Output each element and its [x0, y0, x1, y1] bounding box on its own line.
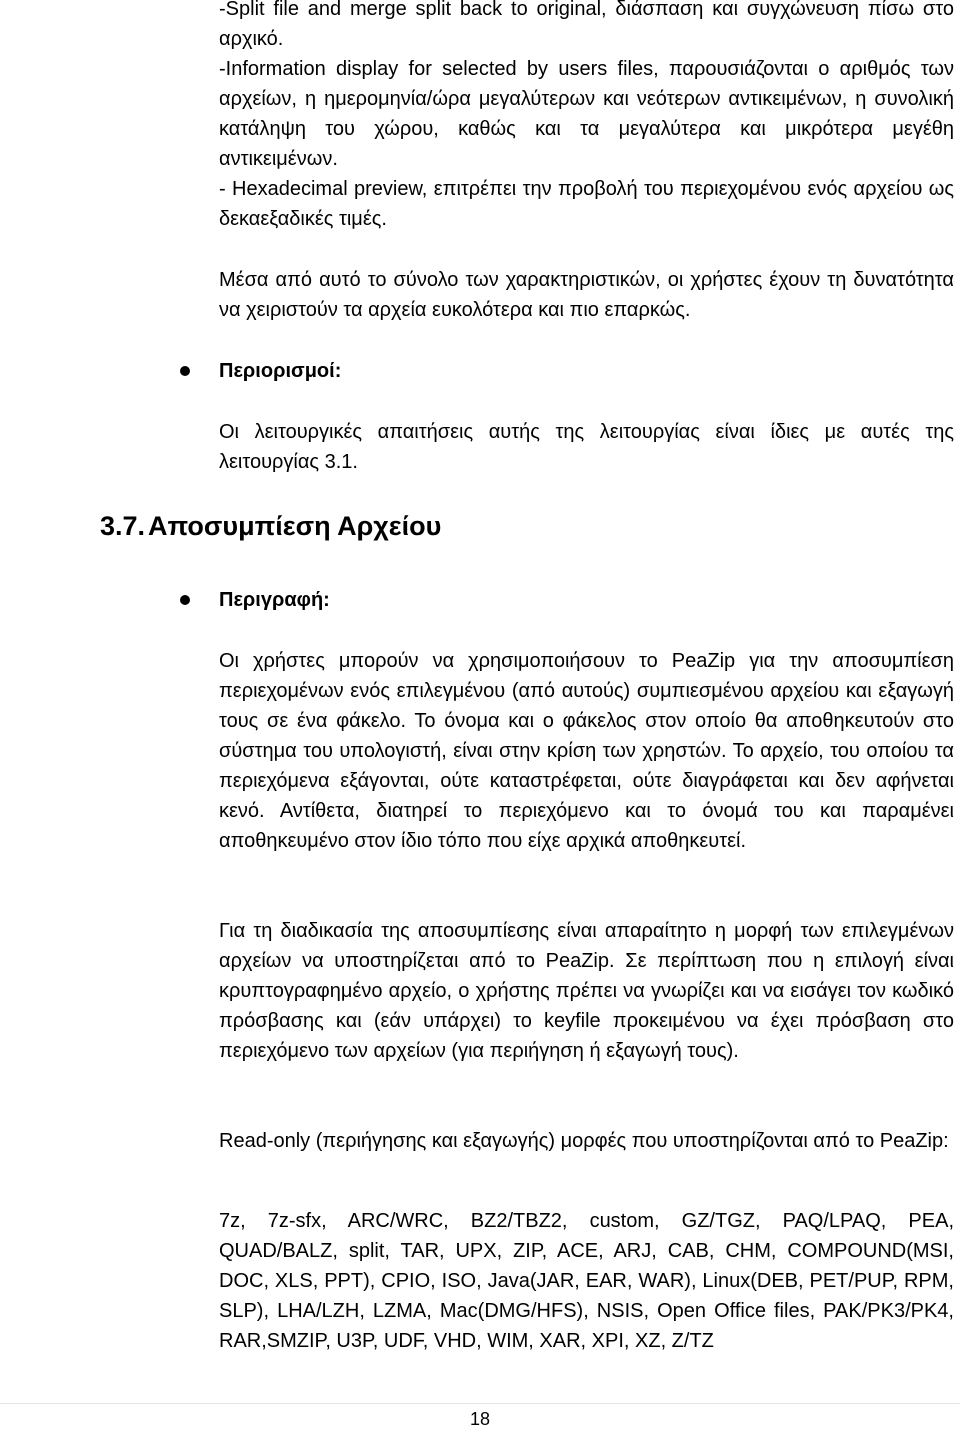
description-text-3: Read-only (περιήγησης και εξαγωγής) μορφές που υποστηρίζονται από το PeaZip: [219, 1130, 949, 1152]
footer-divider [0, 1403, 960, 1404]
section-title: Αποσυμπίεση Αρχείου [148, 511, 442, 541]
description-paragraph-2 [219, 916, 954, 1066]
description-text-1: Οι χρήστες μπορούν να χρησιμοποιήσουν το PeaZip για την αποσυμπίεση περιεχομένων ενός επιλεγμένου (από αυτούς) συμπιεσμένου αρχείου και εξαγωγή τους σε ένα φάκελο. Το όνομα και ο φάκελος στον οποίο θα αποθηκευτούν στο σύστημα του υπολογιστή, είναι στην κρίση των χρηστών. Το αρχείο, του οποίου τα περιεχόμενα εξάγονται, ούτε καταστρέφεται, ούτε διαγράφεται και δεν αφήνεται κενό. Αντίθετα, διατηρεί το περιεχόμενο και το όνομά του και παραμένει αποθηκευμένο στον ίδιο τόπο που είχε αρχικά αποθηκευτεί. [219, 650, 954, 852]
bullet-icon [180, 595, 190, 605]
feature-information-display: -Information display for selected by users files, παρουσιάζονται ο αριθμός των αρχείων, η ημερομηνία/ώρα μεγαλύτερων και νεότερων αντικειμένων, η συνολική κατάληψη του χώρου, καθώς και τα μεγαλύτερα και μικρότερα μεγέθη αντικειμένων. [219, 58, 954, 170]
feature-hex-preview: - Hexadecimal preview, επιτρέπει την προβολή του περιεχομένου ενός αρχείου ως δεκαεξαδικές τιμές. [219, 178, 954, 230]
description-paragraph-3 [219, 1126, 954, 1156]
supported-formats-text: 7z, 7z-sfx, ARC/WRC, BZ2/TBZ2, custom, GZ/TGZ, PAQ/LPAQ, PEA, QUAD/BALZ, split, TAR, UPX, ZIP, ACE, ARJ, CAB, CHM, COMPOUND(MSI, DOC, XLS, PPT), CPIO, ISO, Java(JAR, EAR, WAR), Linux(DEB, PET/PUP, RPM, SLP), LHA/LZH, LZMA, Mac(DMG/HFS), NSIS, Open Office files, PAK/PK3/PK4, RAR,SMZIP, U3P, UDF, VHD, WIM, XAR, XPI, XZ, Z/TZ [219, 1210, 954, 1352]
restrictions-label: Περιορισμοί: [219, 360, 342, 382]
bullet-icon [180, 366, 190, 376]
summary-text: Μέσα από αυτό το σύνολο των χαρακτηριστικών, οι χρήστες έχουν τη δυνατότητα να χειριστούν τα αρχεία ευκολότερα και πιο επαρκώς. [219, 269, 954, 321]
description-text-2: Για τη διαδικασία της αποσυμπίεσης είναι απαραίτητο η μορφή των επιλεγμένων αρχείων να υποστηρίζεται από το PeaZip. Σε περίπτωση που η επιλογή είναι κρυπτογραφημένο αρχείο, ο χρήστης πρέπει να γνωρίζει και να εισάγει τον κωδικό πρόσβασης και (εάν υπάρχει) το keyfile προκειμένου να έχει πρόσβαση στο περιεχόμενο των αρχείων (για περιήγηση ή εξαγωγή τους). [219, 920, 954, 1062]
features-summary-paragraph [219, 265, 954, 325]
supported-formats-paragraph [219, 1206, 954, 1356]
description-label: Περιγραφή: [219, 589, 330, 611]
description-paragraph-1 [219, 646, 954, 856]
restrictions-paragraph [219, 417, 954, 477]
feature-list [219, 0, 954, 234]
section-number: 3.7. [100, 511, 146, 541]
restrictions-text: Οι λειτουργικές απαιτήσεις αυτής της λειτουργίας είναι ίδιες με αυτές της λειτουργίας 3.1. [219, 421, 954, 473]
feature-split-merge: -Split file and merge split back to original, διάσπαση και συγχώνευση πίσω στο αρχικό. [219, 0, 954, 50]
page-number: 18 [469, 1409, 491, 1429]
